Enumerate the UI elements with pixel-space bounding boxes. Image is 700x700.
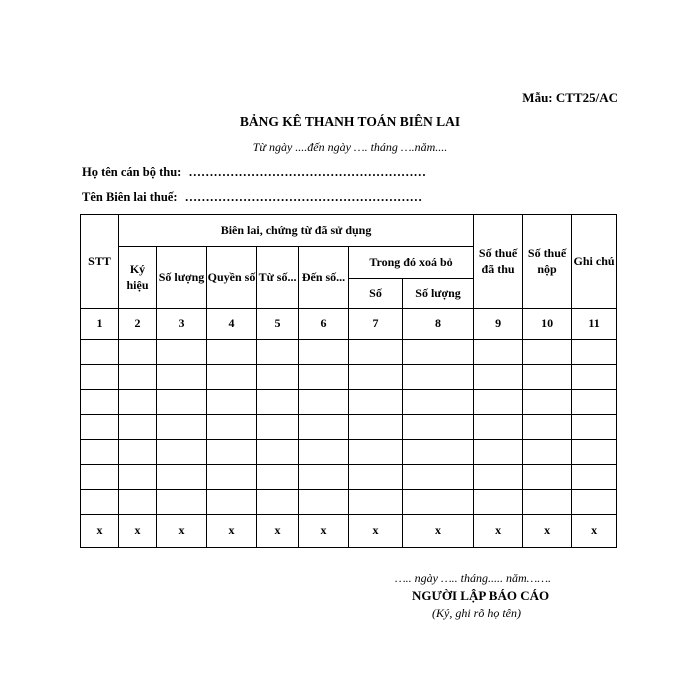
table-row [81, 365, 617, 390]
total-cell: x [349, 515, 403, 548]
date-range-subtitle: Từ ngày ....đến ngày …. tháng ….năm.... [252, 140, 448, 154]
header-notes: Ghi chú [572, 215, 617, 309]
receipt-label: Tên Biên lai thuế: [82, 190, 178, 204]
footer-date-line: ….. ngày ….. tháng..... năm……. [395, 571, 552, 585]
table-row [81, 465, 617, 490]
collector-label: Họ tên cán bộ thu: [82, 165, 182, 179]
header-from-number: Từ số... [257, 247, 299, 309]
table-row [81, 490, 617, 515]
column-number: 3 [157, 309, 207, 340]
table-row [81, 390, 617, 415]
header-symbol: Ký hiệu [119, 247, 157, 309]
total-cell: x [157, 515, 207, 548]
total-cell: x [119, 515, 157, 548]
total-cell: x [257, 515, 299, 548]
header-tax-paid: Số thuế nộp [523, 215, 572, 309]
header-cancelled-number: Số [349, 279, 403, 309]
header-cancelled-quantity: Số lượng [403, 279, 474, 309]
receipt-dotted-line: ………………………………………………… [184, 190, 423, 204]
signer-note: (Ký, ghi rõ họ tên) [432, 606, 521, 620]
column-number: 10 [523, 309, 572, 340]
column-number: 7 [349, 309, 403, 340]
total-cell: x [474, 515, 523, 548]
header-book-number: Quyền số [207, 247, 257, 309]
column-number: 9 [474, 309, 523, 340]
receipt-field [82, 190, 422, 205]
total-cell: x [207, 515, 257, 548]
column-number: 11 [572, 309, 617, 340]
column-number: 6 [299, 309, 349, 340]
signer-title: NGƯỜI LẬP BÁO CÁO [412, 588, 550, 603]
table-row [81, 340, 617, 365]
document-title: BẢNG KÊ THANH TOÁN BIÊN LAI [239, 114, 461, 129]
column-number: 5 [257, 309, 299, 340]
column-number: 1 [81, 309, 119, 340]
header-stt: STT [81, 215, 119, 309]
table-row [81, 440, 617, 465]
header-to-number: Đến số... [299, 247, 349, 309]
header-used-receipts: Biên lai, chứng từ đã sử dụng [119, 215, 474, 247]
form-code: Mẫu: CTT25/AC [522, 90, 618, 105]
total-cell: x [299, 515, 349, 548]
total-cell: x [572, 515, 617, 548]
collector-dotted-line: ………………………………………………… [188, 165, 426, 179]
table-row [81, 415, 617, 440]
column-number: 8 [403, 309, 474, 340]
column-number: 4 [207, 309, 257, 340]
header-tax-collected: Số thuế đã thu [474, 215, 523, 309]
collector-field [82, 165, 426, 180]
total-row [81, 515, 617, 548]
header-quantity: Số lượng [157, 247, 207, 309]
total-cell: x [403, 515, 474, 548]
total-cell: x [523, 515, 572, 548]
header-cancelled: Trong đó xoá bỏ [349, 247, 474, 279]
column-number-row [81, 309, 617, 340]
settlement-table [80, 214, 617, 548]
total-cell: x [81, 515, 119, 548]
column-number: 2 [119, 309, 157, 340]
